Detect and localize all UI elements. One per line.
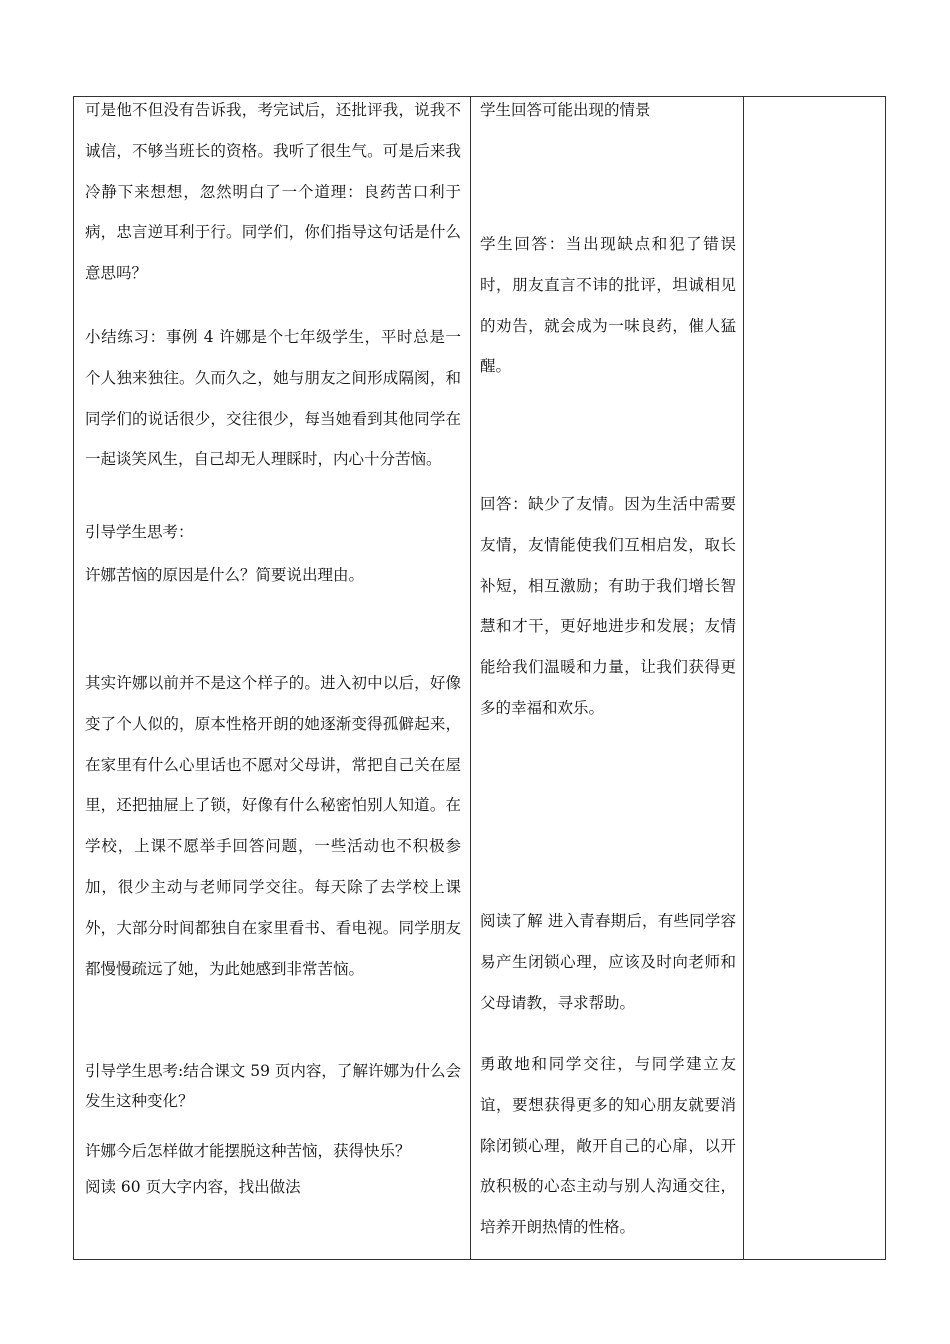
exercise-paragraph: 小结练习：事例 4 许娜是个七年级学生，平时总是一个人独来独往。久而久之，她与朋友之间形成隔阂，和同学们的说话很少，交往很少，每当她看到其他同学在一起谈笑风生，自己却无人理睬时，内心十分苦恼。 [85,328,461,469]
guide-prompt-2: 引导学生思考:结合课文 59 页内容，了解许娜为什么会发生这种变化？ [85,1062,461,1110]
question-1: 许娜苦恼的原因是什么？简要说出理由。 [85,566,365,584]
column-divider-1 [470,97,471,1259]
question-2: 许娜今后怎样做才能摆脱这种苦恼，获得快乐？ [85,1142,411,1160]
left-column [85,97,461,1259]
story-paragraph-2: 其实许娜以前并不是这个样子的。进入初中以后，好像变了个人似的，原本性格开朗的她逐渐变得孤僻起来，在家里有什么心里话也不愿对父母讲，常把自己关在屋里，还把抽屉上了锁，好像有什么秘密怕别人知道。在学校，上课不愿举手回答问题，一些活动也不积极参加，很少主动与老师同学交往。每天除了去学校上课外，大部分时间都独自在家里看书、看电视。同学朋友都慢慢疏远了她，为此她感到非常苦恼。 [85,674,461,978]
answer-2: 回答：缺少了友情。因为生活中需要友情，友情能使我们互相启发，取长补短，相互激励；有助于我们增长智慧和才干，更好地进步和发展；友情能给我们温暖和力量，让我们获得更多的幸福和欢乐。 [480,495,736,717]
answer-1: 学生回答：当出现缺点和犯了错误时，朋友直言不讳的批评，坦诚相见的劝告，就会成为一味良药，催人猛醒。 [480,235,736,376]
guide-prompt-1: 引导学生思考： [85,523,194,541]
right-column [753,97,877,1259]
reading-instruction: 阅读 60 页大字内容，找出做法 [85,1178,301,1196]
answer-3: 阅读了解 进入青春期后，有些同学容易产生闭锁心理，应该及时向老师和父母请教，寻求帮助。 [480,912,736,1012]
answer-scenario-heading: 学生回答可能出现的情景 [480,101,651,119]
lesson-table [73,96,886,1260]
story-paragraph-1: 可是他不但没有告诉我，考完试后，还批评我，说我不诚信，不够当班长的资格。我听了很生气。可是后来我冷静下来想想，忽然明白了一个道理：良药苦口利于病，忠言逆耳利于行。同学们，你们指导这句话是什么意思吗？ [85,101,461,283]
answer-4: 勇敢地和同学交往，与同学建立友谊，要想获得更多的知心朋友就要消除闭锁心理，敞开自己的心扉，以开放积极的心态主动与别人沟通交往，培养开朗热情的性格。 [480,1055,736,1237]
middle-column [480,97,736,1259]
column-divider-2 [743,97,744,1259]
